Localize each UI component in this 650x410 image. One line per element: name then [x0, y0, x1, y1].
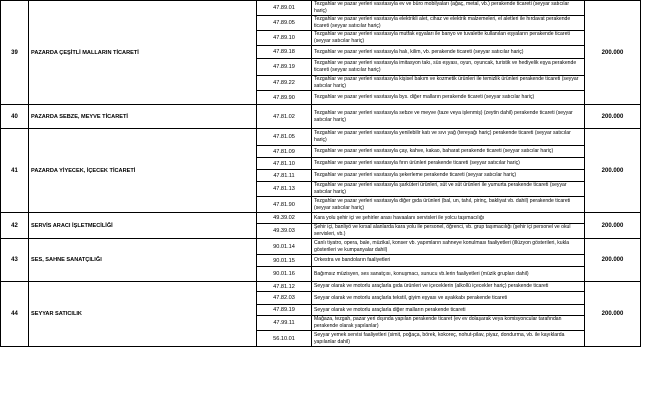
activity-description: Seyyar olarak ve motorlu araçlarla tekstil, giyim eşyası ve ayakkabı perakende ticareti	[312, 292, 585, 305]
activity-description: Tezgahlar ve pazar yerleri vasıtasıyla diğer gıda ürünleri (bal, un, tahıl, pirinç, bakliyat vb. dahil) perakende ticareti (seyyar satıcılar hariç)	[312, 197, 585, 213]
activity-description: Seyyar olarak ve motorlu araçlarla gıda ürünleri ve içeceklerin (alkollü içecekler hariç) perakende ticareti	[312, 282, 585, 292]
activity-description: Kara yolu şehir içi ve şehirler arası havaalanı servisleri ile yolcu taşımacılığı	[312, 213, 585, 224]
group-name: SERVİS ARACI İŞLETMECİLİĞİ	[29, 213, 257, 239]
activity-code: 90.01.14	[257, 239, 312, 255]
activity-description: Tezgahlar ve pazar yerleri vasıtasıyla fırın ürünleri perakende ticareti (seyyar satıcılar hariç)	[312, 158, 585, 170]
activity-description: Tezgahlar ve pazar yerleri vasıtasıyla ev ve büro mobilyaları (ağaç, metal, vb.) perakende ticareti (seyyar satıcılar hariç)	[312, 1, 585, 16]
group-number: 40	[1, 105, 29, 129]
table-row	[1, 105, 641, 129]
activity-description: Tezgahlar ve pazar yerleri vasıtasıyla kişisel bakım ve kozmetik ürünleri ile temizlik ürünleri perakende ticareti (seyyar satıcılar hariç)	[312, 76, 585, 91]
table-row	[1, 239, 641, 255]
activity-description: Şehir içi, banliyö ve kırsal alanlarda kara yolu ile personel, öğrenci, vb. grup taşımacılığı (şehir içi personel ve okul servisleri, vb.)	[312, 224, 585, 239]
group-name: PAZARDA SEBZE, MEYVE TİCARETİ	[29, 105, 257, 129]
activity-code: 49.39.03	[257, 224, 312, 239]
activity-code: 47.89.19	[257, 305, 312, 316]
activity-code: 47.81.11	[257, 170, 312, 182]
table-row	[1, 282, 641, 292]
activity-code: 49.39.02	[257, 213, 312, 224]
group-number: 42	[1, 213, 29, 239]
group-name: SEYYAR SATICILIK	[29, 282, 257, 347]
activity-code: 47.81.90	[257, 197, 312, 213]
group-number: 39	[1, 1, 29, 105]
activity-description: Canlı tiyatro, opera, bale, müzikal, konser vb. yapımların sahneye konulması faaliyetleri (illüzyon gösterileri, kukla gösterileri ve kumpanyalar dahil)	[312, 239, 585, 255]
activity-code: 47.89.01	[257, 1, 312, 16]
activity-description: Tezgahlar ve pazar yerleri vasıtasıyla halı, kilim, vb. perakende ticareti (seyyar satıcılar hariç)	[312, 46, 585, 59]
activity-code: 47.89.19	[257, 59, 312, 76]
activity-code: 47.81.02	[257, 105, 312, 129]
activity-code: 47.89.90	[257, 91, 312, 105]
group-number: 44	[1, 282, 29, 347]
group-amount: 200.000	[585, 1, 641, 105]
group-name: PAZARDA YİYECEK, İÇECEK TİCARETİ	[29, 129, 257, 213]
activity-description: Tezgahlar ve pazar yerleri vasıtasıyla mutfak eşyaları ile banyo ve tuvalette kullanılan eşyaların perakende ticareti (seyyar satıcılar hariç)	[312, 31, 585, 46]
activity-description: Tezgahlar ve pazar yerleri vasıtasıyla şekerleme perakende ticareti (seyyar satıcılar hariç)	[312, 170, 585, 182]
activity-description: Tezgahlar ve pazar yerleri vasıtasıyla yenilebilir katı ve sıvı yağ (tereyağı hariç) perakende ticareti (seyyar satıcılar hariç)	[312, 129, 585, 146]
activity-description: Tezgahlar ve pazar yerleri vasıtasıyla çay, kahve, kakao, baharat perakende ticareti (seyyar satıcılar hariç)	[312, 146, 585, 158]
activity-description: Mağaza, tezgah, pazar yeri dışında yapılan perakende ticaret (ev ev dolaşarak veya komisyoncular tarafından perakende olarak yapılanlar)	[312, 316, 585, 331]
activity-code: 47.89.05	[257, 16, 312, 31]
group-number: 41	[1, 129, 29, 213]
group-name: PAZARDA ÇEŞİTLİ MALLARIN TİCARETİ	[29, 1, 257, 105]
activity-description: Tezgahlar ve pazar yerleri vasıtasıyla elektrikli alet, cihaz ve elektrik malzemeleri, el aletleri ile hırdavat perakende ticareti (seyyar satıcılar hariç)	[312, 16, 585, 31]
activity-code: 47.81.13	[257, 182, 312, 197]
activity-code: 47.89.10	[257, 31, 312, 46]
activity-description: Tezgahlar ve pazar yerleri vasıtasıyla imitasyon takı, süs eşyası, oyun, oyuncak, turistik ve hediyelik eşya perakende ticareti (seyyar satıcılar hariç)	[312, 59, 585, 76]
activity-code: 56.10.01	[257, 331, 312, 347]
activity-description: Seyyar olarak ve motorlu araçlarla diğer malların perakende ticareti	[312, 305, 585, 316]
activity-code: 47.82.03	[257, 292, 312, 305]
activity-code: 47.89.18	[257, 46, 312, 59]
activity-code: 47.81.09	[257, 146, 312, 158]
group-amount: 200.000	[585, 129, 641, 213]
table-body	[1, 1, 641, 347]
group-amount: 200.000	[585, 105, 641, 129]
group-amount: 200.000	[585, 213, 641, 239]
activity-description: Tezgahlar ve pazar yerleri vasıtasıyla bys. diğer malların perakende ticareti (seyyar satıcılar hariç)	[312, 91, 585, 105]
activity-code: 47.81.12	[257, 282, 312, 292]
activity-code: 90.01.16	[257, 267, 312, 282]
activity-description: Seyyar yemek servisi faaliyetleri (simit, poğaça, börek, kokoreç, nohut-pilav, piyaz, dondurma, vb. ile kayıklarda yapılanlar dahil)	[312, 331, 585, 347]
group-number: 43	[1, 239, 29, 282]
activity-description: Tezgahlar ve pazar yerleri vasıtasıyla sebze ve meyve (taze veya işlenmiş) (zeytin dahil) perakende ticareti (seyyar satıcılar hariç)	[312, 105, 585, 129]
table-row	[1, 1, 641, 16]
activity-code: 47.81.05	[257, 129, 312, 146]
table-row	[1, 129, 641, 146]
activity-code: 47.89.22	[257, 76, 312, 91]
activity-code: 47.99.11	[257, 316, 312, 331]
group-amount: 200.000	[585, 239, 641, 282]
activity-description: Orkestra ve bandoların faaliyetleri	[312, 255, 585, 267]
activity-description: Bağımsız müzisyen, ses sanatçısı, konuşmacı, sunucu vb.lerin faaliyetleri (müzik grupları dahil)	[312, 267, 585, 282]
activity-code: 90.01.15	[257, 255, 312, 267]
group-name: SES, SAHNE SANATÇILIĞI	[29, 239, 257, 282]
group-amount: 200.000	[585, 282, 641, 347]
activity-code: 47.81.10	[257, 158, 312, 170]
activity-description: Tezgahlar ve pazar yerleri vasıtasıyla şarküteri ürünleri, süt ve süt ürünleri ile yumurta perakende ticareti (seyyar satıcılar hariç)	[312, 182, 585, 197]
table-row	[1, 213, 641, 224]
